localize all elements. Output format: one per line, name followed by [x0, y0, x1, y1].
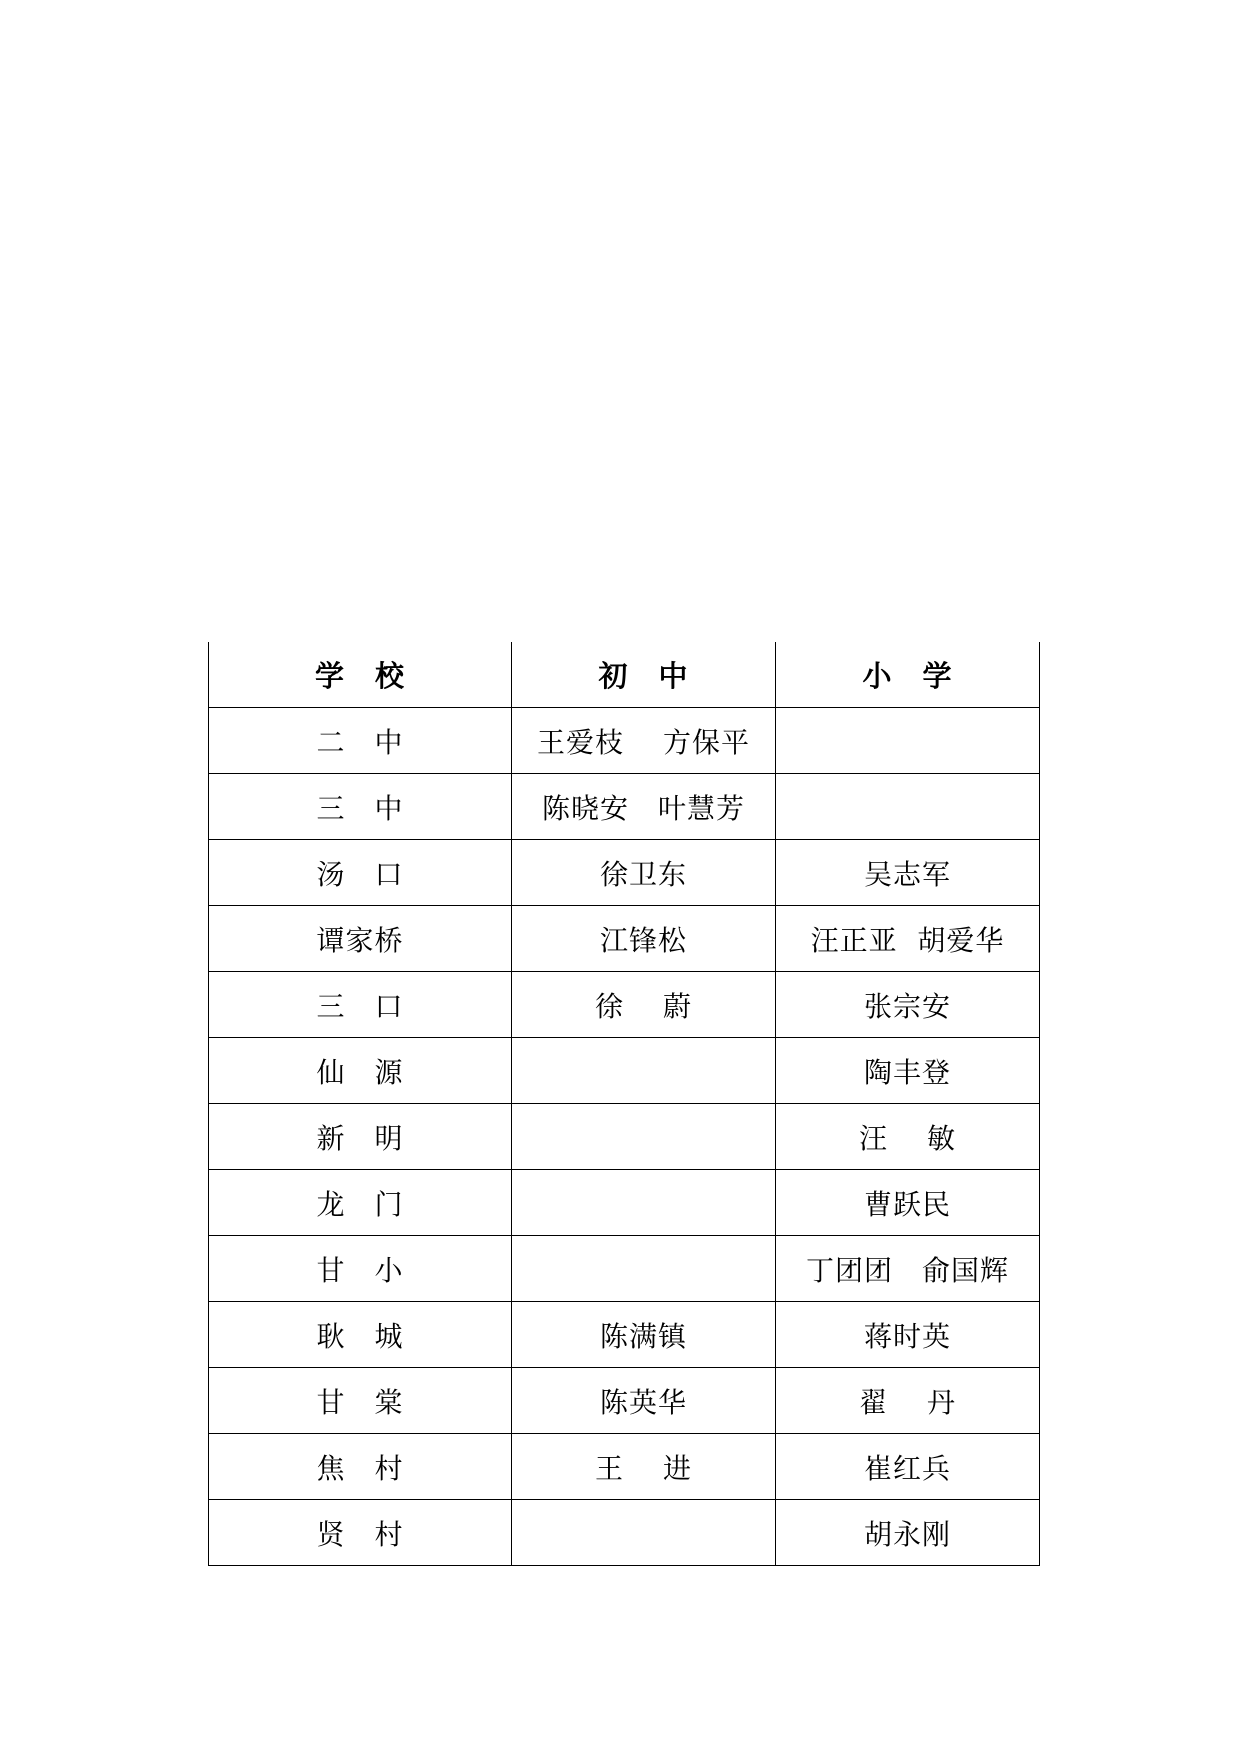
- primary-cell: [776, 1368, 1040, 1434]
- table-row: [209, 840, 1040, 906]
- primary-cell-text: 张宗安: [863, 989, 951, 1023]
- school-cell: [209, 1170, 512, 1236]
- junior-high-cell-text: 徐 蔚: [595, 989, 692, 1023]
- table-header: [209, 642, 1040, 708]
- table-row: [209, 1434, 1040, 1500]
- junior-high-cell: [512, 1170, 776, 1236]
- primary-cell-text: 胡永刚: [863, 1517, 951, 1551]
- junior-high-cell-text: 陈英华: [599, 1385, 687, 1419]
- school-cell-text: 汤 口: [316, 857, 404, 891]
- school-cell-text: 龙 门: [316, 1187, 404, 1221]
- school-cell: [209, 1302, 512, 1368]
- table-row: [209, 1236, 1040, 1302]
- primary-cell: [776, 774, 1040, 840]
- junior-high-cell-text: 徐卫东: [599, 857, 687, 891]
- school-cell-text: 三 中: [316, 791, 404, 825]
- primary-cell: [776, 1104, 1040, 1170]
- table-row: [209, 1368, 1040, 1434]
- primary-cell-text: 丁团团 俞国辉: [805, 1253, 1009, 1287]
- school-cell: [209, 972, 512, 1038]
- junior-high-cell: [512, 1302, 776, 1368]
- primary-cell: [776, 1302, 1040, 1368]
- table-row: [209, 1500, 1040, 1566]
- junior-high-cell: [512, 1434, 776, 1500]
- junior-high-cell-text: 江锋松: [599, 923, 687, 957]
- school-cell: [209, 708, 512, 774]
- junior-high-cell: [512, 1500, 776, 1566]
- table-row: [209, 1104, 1040, 1170]
- school-cell-text: 耿 城: [316, 1319, 404, 1353]
- primary-cell-text: 汪 敏: [859, 1121, 956, 1155]
- primary-cell: [776, 1500, 1040, 1566]
- header-row: [209, 642, 1040, 708]
- primary-cell-text: 汪正亚 胡爱华: [810, 923, 1005, 957]
- header-school: 学 校: [209, 642, 512, 708]
- school-cell: [209, 1500, 512, 1566]
- primary-cell: [776, 1170, 1040, 1236]
- school-cell: [209, 1104, 512, 1170]
- school-cell-text: 仙 源: [316, 1055, 404, 1089]
- junior-high-cell: [512, 840, 776, 906]
- junior-high-cell: [512, 1236, 776, 1302]
- junior-high-cell: [512, 774, 776, 840]
- primary-cell: [776, 1038, 1040, 1104]
- junior-high-cell: [512, 1104, 776, 1170]
- primary-cell-text: 陶丰登: [863, 1055, 951, 1089]
- table-body: [209, 708, 1040, 1566]
- table-row: [209, 1170, 1040, 1236]
- school-cell: [209, 1038, 512, 1104]
- teacher-roster-table: [208, 642, 1040, 1566]
- junior-high-cell: [512, 906, 776, 972]
- primary-cell: [776, 906, 1040, 972]
- school-cell: [209, 1368, 512, 1434]
- primary-cell: [776, 972, 1040, 1038]
- primary-cell: [776, 840, 1040, 906]
- school-cell-text: 甘 棠: [316, 1385, 404, 1419]
- junior-high-cell: [512, 972, 776, 1038]
- table-row: [209, 1038, 1040, 1104]
- junior-high-cell-text: 陈晓安 叶慧芳: [541, 791, 745, 825]
- header-primary: 小 学: [776, 642, 1040, 708]
- school-cell: [209, 1236, 512, 1302]
- table-row: [209, 972, 1040, 1038]
- school-cell-text: 三 口: [316, 989, 404, 1023]
- header-junior-high: 初 中: [512, 642, 776, 708]
- junior-high-cell: [512, 708, 776, 774]
- school-cell-text: 二 中: [316, 725, 404, 759]
- school-cell-text: 甘 小: [316, 1253, 404, 1287]
- table-row: [209, 774, 1040, 840]
- junior-high-cell-text: 王爱枝 方保平: [537, 725, 750, 759]
- junior-high-cell: [512, 1038, 776, 1104]
- school-cell: [209, 1434, 512, 1500]
- primary-cell-text: 翟 丹: [859, 1385, 956, 1419]
- school-cell: [209, 906, 512, 972]
- primary-cell: [776, 708, 1040, 774]
- junior-high-cell: [512, 1368, 776, 1434]
- junior-high-cell-text: 陈满镇: [599, 1319, 687, 1353]
- junior-high-cell-text: 王 进: [595, 1451, 692, 1485]
- primary-cell-text: 吴志军: [863, 857, 951, 891]
- primary-cell: [776, 1434, 1040, 1500]
- primary-cell: [776, 1236, 1040, 1302]
- table-row: [209, 708, 1040, 774]
- school-cell: [209, 774, 512, 840]
- primary-cell-text: 蒋时英: [863, 1319, 951, 1353]
- school-cell-text: 焦 村: [316, 1451, 404, 1485]
- school-cell-text: 贤 村: [316, 1517, 404, 1551]
- school-cell: [209, 840, 512, 906]
- primary-cell-text: 曹跃民: [863, 1187, 951, 1221]
- school-cell-text: 新 明: [316, 1121, 404, 1155]
- table-row: [209, 906, 1040, 972]
- table-row: [209, 1302, 1040, 1368]
- school-cell-text: 谭家桥: [316, 923, 404, 957]
- primary-cell-text: 崔红兵: [863, 1451, 951, 1485]
